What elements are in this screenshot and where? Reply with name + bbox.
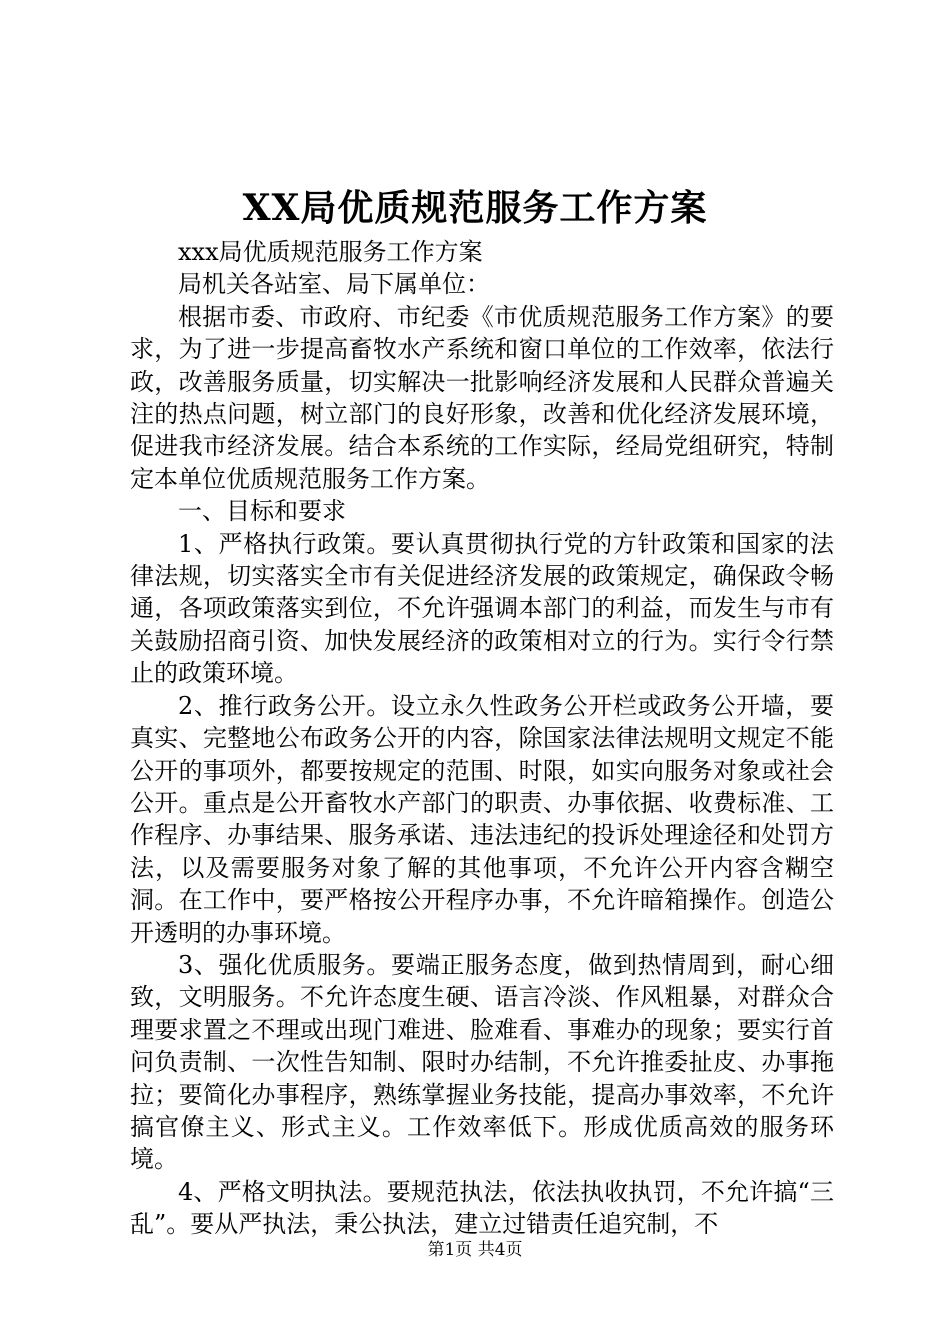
- paragraph-subtitle: xxx局优质规范服务工作方案: [178, 238, 483, 266]
- document-body: [130, 236, 834, 1241]
- paragraph-item-1: 1、严格执行政策。要认真贯彻执行党的方针政策和国家的法律法规，切实落实全市有关促进经济发展的政策规定，确保政令畅通，各项政策落实到位，不允许强调本部门的利益，而发生与市有关鼓励招商引资、加快发展经济的政策相对立的行为。实行令行禁止的政策环境。: [130, 529, 834, 688]
- paragraph-item-3: 3、强化优质服务。要端正服务态度，做到热情周到，耐心细致，文明服务。不允许态度生硬、语言冷淡、作风粗暴，对群众合理要求置之不理或出现门难进、脸难看、事难办的现象；要实行首问负责制、一次性告知制、限时办结制，不允许推委扯皮、办事拖拉；要简化办事程序，熟练掌握业务技能，提高办事效率，不允许搞官僚主义、形式主义。工作效率低下。形成优质高效的服务环境。: [130, 950, 834, 1174]
- paragraph-addressee: 局机关各站室、局下属单位：: [178, 270, 490, 299]
- paragraph-item-2: 2、推行政务公开。设立永久性政务公开栏或政务公开墙，要真实、完整地公布政务公开的内容，除国家法律法规明文规定不能公开的事项外，都要按规定的范围、时限，如实向服务对象或社会公开。重点是公开畜牧水产部门的职责、办事依据、收费标准、工作程序、办事结果、服务承诺、违法违纪的投诉处理途径和处罚方法，以及需要服务对象了解的其他事项，不允许公开内容含糊空洞。在工作中，要严格按公开程序办事，不允许暗箱操作。创造公开透明的办事环境。: [130, 691, 834, 947]
- paragraph-intro: 根据市委、市政府、市纪委《市优质规范服务工作方案》的要求，为了进一步提高畜牧水产系统和窗口单位的工作效率，依法行政，改善服务质量，切实解决一批影响经济发展和人民群众普遍关注的热点问题，树立部门的良好形象，改善和优化经济发展环境，促进我市经济发展。结合本系统的工作实际，经局党组研究，特制定本单位优质规范服务工作方案。: [130, 302, 834, 493]
- paragraph-item-4: 4、严格文明执法。要规范执法，依法执收执罚，不允许搞“三乱”。要从严执法，秉公执法，建立过错责任追究制，不: [130, 1177, 834, 1239]
- section-heading-goals: 一、目标和要求: [178, 497, 346, 526]
- page-number-footer: 第1页 共4页: [427, 1240, 523, 1260]
- document-title: XX局优质规范服务工作方案: [242, 187, 708, 229]
